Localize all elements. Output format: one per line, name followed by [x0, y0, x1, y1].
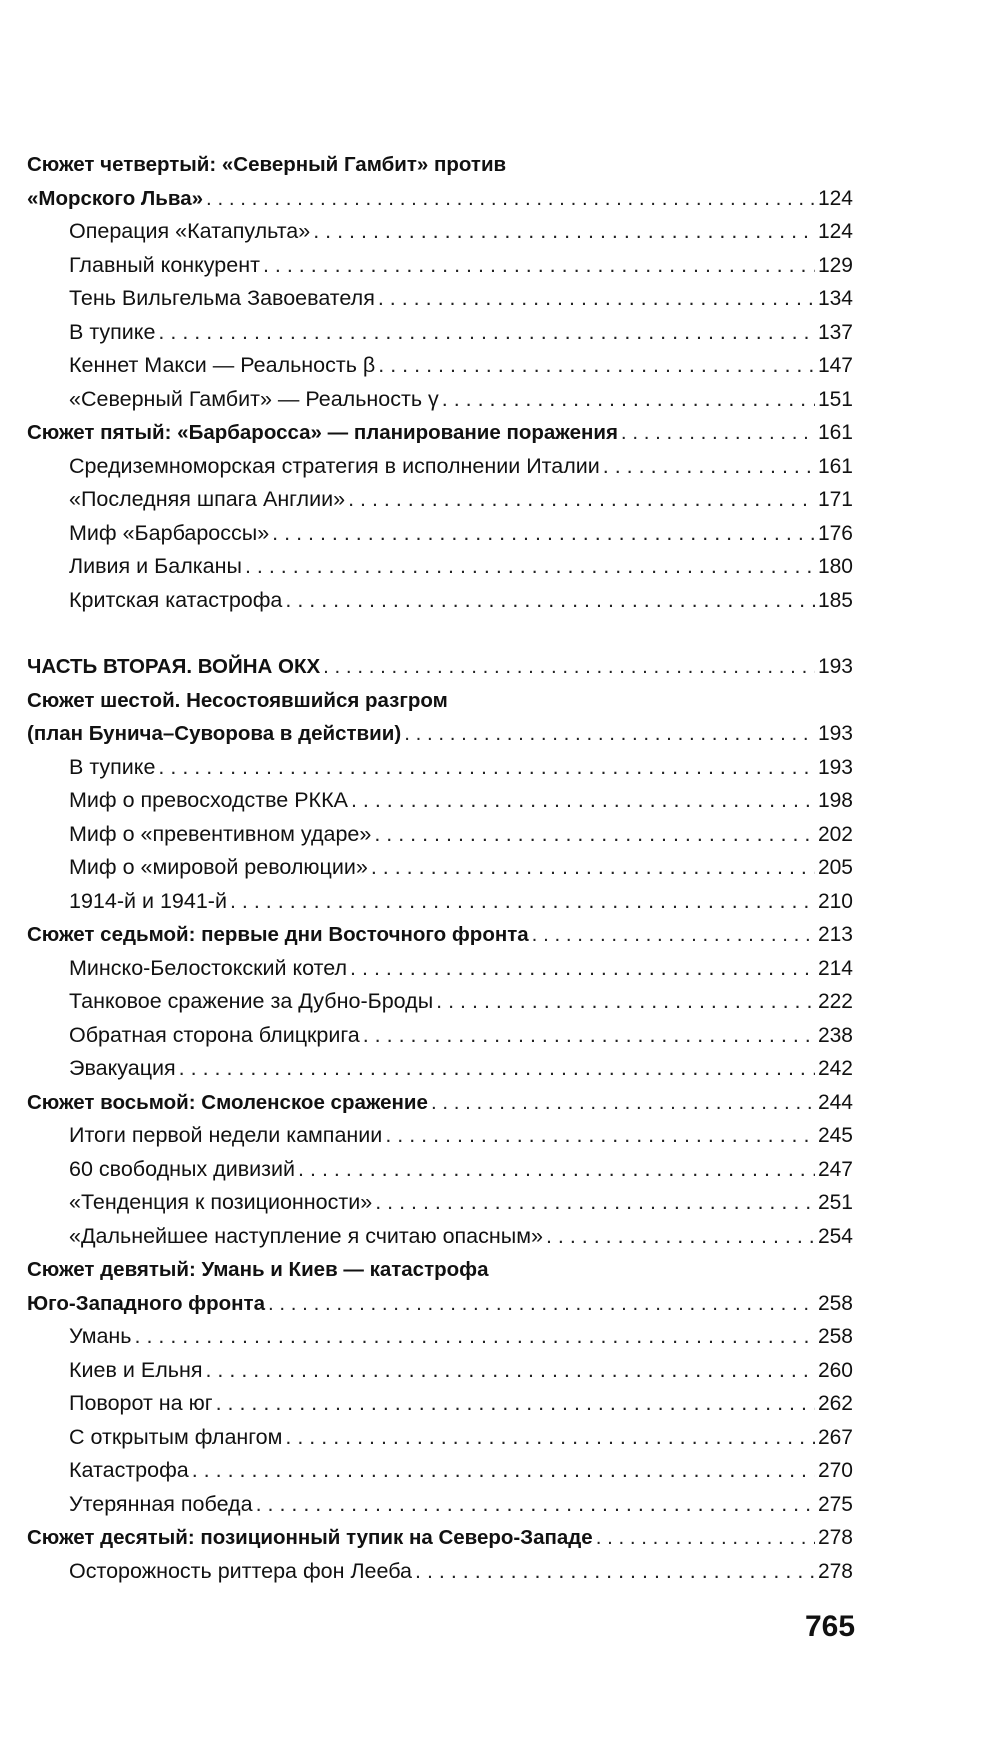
dot-leader: [323, 650, 815, 684]
toc-section-entry: [27, 1421, 853, 1455]
dot-leader: [179, 1052, 815, 1086]
dot-leader: [205, 1354, 814, 1388]
toc-section-entry: [27, 885, 853, 919]
dot-leader: [431, 1086, 815, 1120]
toc-chapter-entry: [27, 717, 853, 751]
toc-entry-page: 210: [817, 889, 853, 913]
toc-entry-title: Операция «Катапульта»: [69, 219, 311, 243]
toc-section-entry: [27, 383, 853, 417]
toc-entry-page: 185: [817, 588, 853, 612]
toc-entry-page: 254: [817, 1224, 853, 1248]
dot-leader: [268, 1287, 815, 1321]
toc-section-entry: [27, 349, 853, 383]
toc-entry-page: 161: [817, 454, 853, 478]
toc-entry-page: 193: [817, 722, 853, 745]
toc-section-entry: [27, 1320, 853, 1354]
toc-section-entry: [27, 1186, 853, 1220]
toc-entry-title: Критская катастрофа: [69, 587, 283, 612]
toc-entry-title: Умань: [69, 1324, 132, 1348]
toc-entry-title: Минско-Белостокский котел: [69, 955, 348, 980]
toc-section-entry: [27, 215, 853, 249]
dot-leader: [230, 885, 815, 919]
toc-entry-title: Миф «Барбароссы»: [69, 520, 270, 545]
dot-leader: [621, 416, 815, 450]
toc-entry-page: 124: [817, 220, 853, 243]
toc-entry-page: 262: [817, 1392, 853, 1415]
toc-entry-page: 275: [817, 1492, 853, 1516]
dot-leader: [371, 851, 815, 885]
toc-entry-title: Кеннет Макси — Реальность β: [69, 353, 376, 377]
toc-entry-page: 213: [817, 923, 853, 946]
dot-leader: [378, 349, 815, 383]
toc-entry-title: 1914-й и 1941-й: [69, 888, 227, 913]
dot-leader: [313, 215, 815, 249]
toc-entry-page: 278: [817, 1526, 853, 1549]
toc-entry-title: Средиземноморская стратегия в исполнении Италии: [69, 453, 600, 478]
toc-entry-title: Сюжет девятый: Умань и Киев — катастрофа: [27, 1258, 489, 1281]
dot-leader: [256, 1488, 815, 1522]
toc-entry-title: «Северный Гамбит» — Реальность γ: [69, 386, 439, 411]
toc-entry-title: Осторожность риттера фон Лееба: [69, 1558, 413, 1583]
toc-entry-page: 171: [817, 488, 853, 511]
toc-section-entry: [27, 1454, 853, 1488]
toc-entry-page: 251: [817, 1191, 853, 1214]
toc-entry-title: Сюжет восьмой: Смоленское сражение: [27, 1090, 428, 1114]
toc-section-entry: [27, 1153, 853, 1187]
toc-entry-title: Ливия и Балканы: [69, 554, 242, 578]
toc-entry-page: 214: [817, 956, 853, 980]
toc-entry-title: В тупике: [69, 754, 156, 779]
toc-entry-page: 134: [817, 287, 853, 310]
toc-entry-page: 147: [817, 354, 853, 377]
toc-entry-page: 278: [817, 1559, 853, 1583]
toc-entry-title: Танковое сражение за Дубно-Броды: [69, 989, 434, 1013]
toc-section-entry: [27, 818, 853, 852]
toc-entry-title: Миф о «мировой революции»: [69, 855, 368, 879]
dot-leader: [298, 1153, 815, 1187]
toc-section-entry: [27, 517, 853, 551]
dot-leader: [404, 717, 815, 751]
toc-entry-title: Утерянная победа: [69, 1491, 253, 1516]
toc-entry-title: 60 свободных дивизий: [69, 1156, 296, 1181]
toc-chapter-entry: [27, 1086, 853, 1120]
toc-section-entry: [27, 584, 853, 618]
toc-entry-title: В тупике: [69, 319, 156, 344]
toc-section-entry: [27, 751, 853, 785]
toc-section-entry: [27, 1052, 853, 1086]
toc-entry-page: 258: [817, 1291, 853, 1315]
toc-entry-page: 242: [817, 1057, 853, 1080]
dot-leader: [374, 818, 815, 852]
toc-section-entry: [27, 1387, 853, 1421]
toc-entry-title: Миф о превосходстве РККА: [69, 788, 348, 812]
dot-leader: [192, 1454, 815, 1488]
dot-leader: [375, 1186, 815, 1220]
dot-leader: [158, 751, 815, 785]
toc-entry-page: 222: [817, 990, 853, 1013]
toc-entry-title: Юго-Западного фронта: [27, 1291, 265, 1315]
toc-entry-title: Поворот на юг: [69, 1391, 213, 1415]
toc-entry-title: Эвакуация: [69, 1056, 176, 1080]
dot-leader: [245, 550, 815, 584]
toc-entry-title: Тень Вильгельма Завоевателя: [69, 286, 375, 310]
toc-entry-title: Миф о «превентивном ударе»: [69, 821, 372, 846]
toc-entry-page: 161: [817, 421, 853, 444]
toc-section-entry: [27, 550, 853, 584]
toc-entry-title: Киев и Ельня: [69, 1357, 203, 1382]
toc-entry-page: 238: [817, 1023, 853, 1047]
toc-entry-page: 193: [817, 755, 853, 779]
dot-leader: [285, 584, 815, 618]
toc-chapter-entry: [27, 182, 853, 216]
dot-leader: [546, 1220, 815, 1254]
toc-entry-page: 205: [817, 856, 853, 879]
toc-section-entry: [27, 1220, 853, 1254]
toc-chapter-entry: [27, 684, 853, 718]
toc-section-entry: [27, 282, 853, 316]
toc-section-entry: [27, 1555, 853, 1589]
toc-entry-page: 202: [817, 822, 853, 846]
toc-section-entry: [27, 952, 853, 986]
toc-section-entry: [27, 1488, 853, 1522]
toc-section-entry: [27, 851, 853, 885]
dot-leader: [158, 316, 815, 350]
dot-leader: [135, 1320, 815, 1354]
toc-section-entry: [27, 985, 853, 1019]
toc-entry-title: С открытым флангом: [69, 1424, 283, 1449]
toc-chapter-entry: [27, 416, 853, 450]
toc-chapter-entry: [27, 148, 853, 182]
dot-leader: [363, 1019, 815, 1053]
toc-section-entry: [27, 316, 853, 350]
toc-entry-page: 247: [817, 1157, 853, 1181]
toc-entry-page: 193: [817, 655, 853, 678]
toc-chapter-entry: [27, 1521, 853, 1555]
toc-section-entry: [27, 249, 853, 283]
toc-entry-page: 137: [817, 320, 853, 344]
dot-leader: [285, 1421, 815, 1455]
toc-entry-page: 129: [817, 253, 853, 277]
toc-entry-page: 267: [817, 1425, 853, 1449]
dot-leader: [532, 918, 815, 952]
toc-section-entry: [27, 1119, 853, 1153]
dot-leader: [216, 1387, 815, 1421]
toc-entry-title: (план Бунича–Суворова в действии): [27, 722, 402, 745]
toc-entry-title: Итоги первой недели кампании: [69, 1123, 383, 1147]
toc-entry-title: Сюжет седьмой: первые дни Восточного фронта: [27, 923, 529, 946]
dot-leader: [350, 952, 815, 986]
toc-chapter-entry: [27, 1287, 853, 1321]
toc-entry-title: «Последняя шпага Англии»: [69, 487, 346, 511]
toc-entry-title: Катастрофа: [69, 1458, 189, 1482]
dot-leader: [351, 784, 815, 818]
toc-entry-page: 258: [817, 1325, 853, 1348]
page-number: 765: [805, 1610, 856, 1643]
dot-leader: [415, 1555, 815, 1589]
toc-section-entry: [27, 1019, 853, 1053]
dot-leader: [436, 985, 815, 1019]
toc-entry-title: «Тенденция к позиционности»: [69, 1190, 373, 1214]
dot-leader: [442, 383, 815, 417]
toc-entry-title: Сюжет пятый: «Барбаросса» — планирование поражения: [27, 421, 618, 444]
toc-entry-title: ЧАСТЬ ВТОРАЯ. ВОЙНА ОКХ: [27, 655, 321, 678]
toc-entry-title: «Морского Льва»: [27, 186, 204, 210]
toc-section-entry: [27, 483, 853, 517]
toc-entry-title: Сюжет четвертый: «Северный Гамбит» против: [27, 153, 507, 176]
toc-chapter-entry: [27, 918, 853, 952]
toc-entry-title: Обратная сторона блицкрига: [69, 1022, 360, 1047]
toc-entry-page: 198: [817, 789, 853, 812]
toc-entry-title: Главный конкурент: [69, 252, 260, 277]
dot-leader: [596, 1521, 815, 1555]
toc-chapter-entry: [27, 1253, 853, 1287]
toc-entry-page: 151: [817, 387, 853, 411]
toc-section-entry: [27, 784, 853, 818]
toc-entry-page: 245: [817, 1124, 853, 1147]
toc-entry-page: 270: [817, 1459, 853, 1482]
toc-entry-page: 180: [817, 555, 853, 578]
dot-leader: [378, 282, 815, 316]
table-of-contents: [27, 148, 853, 1588]
toc-section-entry: [27, 1354, 853, 1388]
toc-entry-title: Сюжет десятый: позиционный тупик на Северо-Западе: [27, 1526, 593, 1549]
toc-entry-title: Сюжет шестой. Несостоявшийся разгром: [27, 688, 448, 712]
toc-entry-page: 244: [817, 1090, 853, 1114]
toc-entry-page: 124: [817, 186, 853, 210]
toc-entry-page: 260: [817, 1358, 853, 1382]
toc-entry-page: 176: [817, 521, 853, 545]
dot-leader: [385, 1119, 815, 1153]
dot-leader: [272, 517, 815, 551]
dot-leader: [603, 450, 815, 484]
dot-leader: [263, 249, 815, 283]
toc-chapter-entry: [27, 650, 853, 684]
toc-section-entry: [27, 450, 853, 484]
dot-leader: [206, 182, 815, 216]
dot-leader: [348, 483, 815, 517]
toc-entry-title: «Дальнейшее наступление я считаю опасным»: [69, 1223, 543, 1248]
